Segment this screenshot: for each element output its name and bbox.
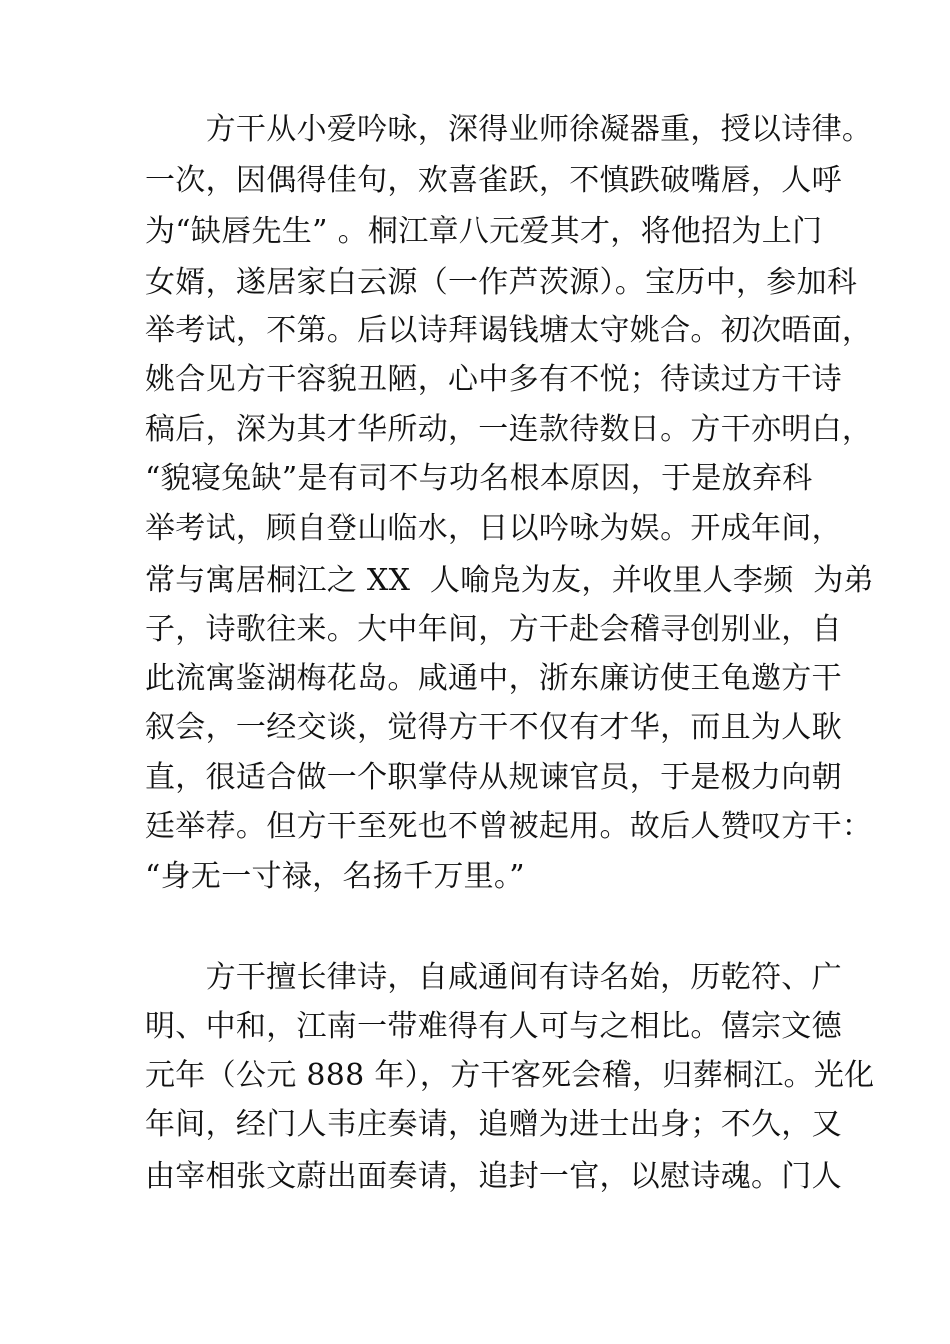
text-line: 一次，因偶得佳句，欢喜雀跃，不慎跌破嘴唇，人呼 xyxy=(145,163,842,198)
text-line: 女婿，遂居家白云源（一作芦茨源）。宝历中，参加科 xyxy=(145,265,858,300)
text-line: 明、中和，江南一带难得有人可与之相比。僖宗文德 xyxy=(145,1009,842,1044)
text-line: “貌寝兔缺”是有司不与功名根本原因，于是放弃科 xyxy=(145,461,813,496)
text-line: 年间，经门人韦庄奏请，追赠为进士出身；不久，又 xyxy=(145,1107,842,1142)
text-line: 方干擅长律诗，自咸通间有诗名始，历乾符、广 xyxy=(145,960,842,995)
text-line: 此流寓鉴湖梅花岛。咸通中，浙东廉访使王龟邀方干 xyxy=(145,661,842,696)
text-line: 子，诗歌往来。大中年间，方干赴会稽寻创别业，自 xyxy=(145,612,842,647)
text-line: 叙会，一经交谈，觉得方干不仅有才华，而且为人耿 xyxy=(145,710,842,745)
text-line: 廷举荐。但方干至死也不曾被起用。故后人赞叹方干： xyxy=(145,809,873,844)
text-line: 常与寓居桐江之 XX 人喻凫为友，并收里人李频 为弟 xyxy=(145,563,874,598)
text-line: 为“缺唇先生” 。桐江章八元爱其才，将他招为上门 xyxy=(145,214,823,249)
text-line: 举考试，顾自登山临水，日以吟咏为娱。开成年间， xyxy=(145,511,842,546)
text-line: 姚合见方干容貌丑陋，心中多有不悦；待读过方干诗 xyxy=(145,362,842,397)
text-line: 由宰相张文蔚出面奏请，追封一官，以慰诗魂。门人 xyxy=(145,1159,842,1194)
text-line: 直，很适合做一个职掌侍从规谏官员，于是极力向朝 xyxy=(145,760,842,795)
text-line: “身无一寸禄，名扬千万里。” xyxy=(145,859,525,894)
text-line: 元年（公元 888 年），方干客死会稽，归葬桐江。光化 xyxy=(145,1058,875,1093)
text-line: 举考试，不第。后以诗拜谒钱塘太守姚合。初次晤面， xyxy=(145,313,873,348)
text-line: 稿后，深为其才华所动，一连款待数日。方干亦明白， xyxy=(145,412,873,447)
text-line: 方干从小爱吟咏，深得业师徐凝器重，授以诗律。 xyxy=(145,112,873,147)
